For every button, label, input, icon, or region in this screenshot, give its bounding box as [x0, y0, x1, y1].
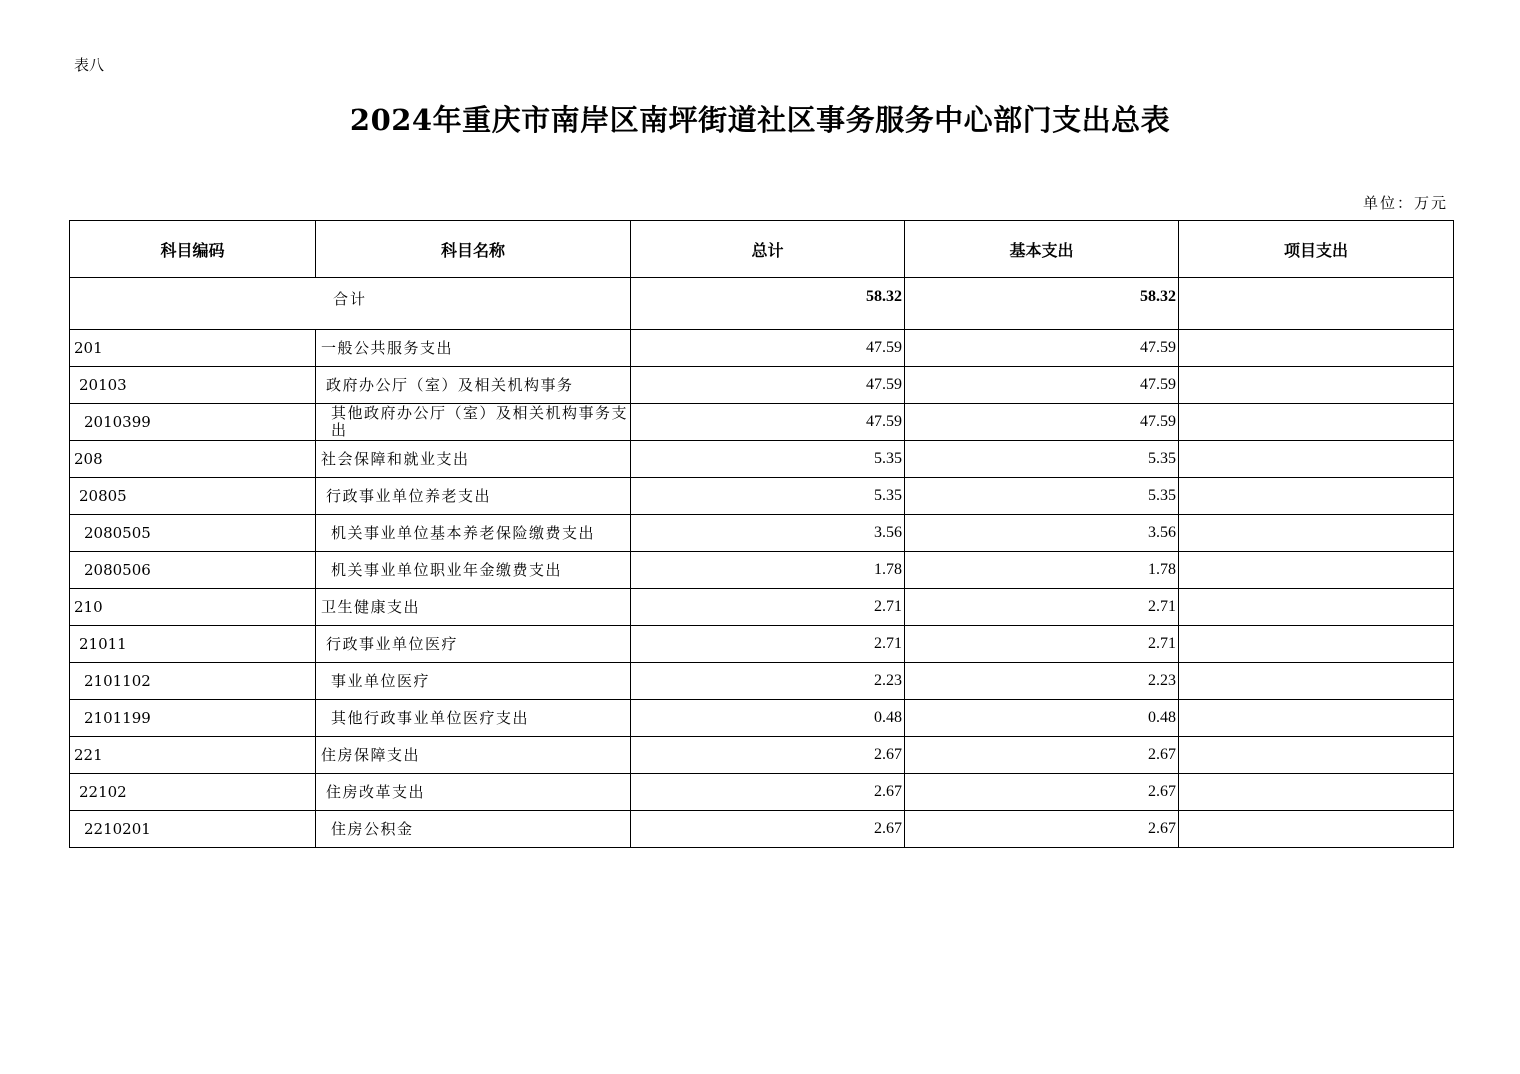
- table-row: [70, 589, 1454, 626]
- row-name: 社会保障和就业支出: [316, 441, 631, 478]
- row-project: [1179, 811, 1454, 848]
- row-basic: 2.71: [905, 626, 1179, 663]
- row-basic: 2.71: [905, 589, 1179, 626]
- row-name: 卫生健康支出: [316, 589, 631, 626]
- row-project: [1179, 367, 1454, 404]
- row-total: 2.67: [631, 774, 905, 811]
- row-name: 一般公共服务支出: [316, 330, 631, 367]
- row-name: 住房改革支出: [316, 774, 631, 811]
- row-basic: 2.23: [905, 663, 1179, 700]
- table-row: [70, 404, 1454, 441]
- row-project: [1179, 663, 1454, 700]
- table-row: [70, 478, 1454, 515]
- row-basic: 5.35: [905, 478, 1179, 515]
- sheet-label: 表八: [74, 56, 105, 74]
- table-row: [70, 552, 1454, 589]
- table-row: [70, 737, 1454, 774]
- row-code: 2080505: [70, 515, 316, 552]
- header-total: 总计: [631, 221, 905, 278]
- table-row: [70, 626, 1454, 663]
- row-total: 47.59: [631, 330, 905, 367]
- table-row: [70, 811, 1454, 848]
- table-row: [70, 663, 1454, 700]
- row-project: [1179, 515, 1454, 552]
- row-code: 221: [70, 737, 316, 774]
- row-name: 行政事业单位养老支出: [316, 478, 631, 515]
- row-basic: 1.78: [905, 552, 1179, 589]
- table-row: [70, 330, 1454, 367]
- row-project: [1179, 774, 1454, 811]
- row-project: [1179, 626, 1454, 663]
- row-basic: 0.48: [905, 700, 1179, 737]
- total-row: [70, 278, 1454, 330]
- row-total: 5.35: [631, 478, 905, 515]
- row-basic: 2.67: [905, 774, 1179, 811]
- row-total: 0.48: [631, 700, 905, 737]
- row-basic: 47.59: [905, 330, 1179, 367]
- row-code: 2210201: [70, 811, 316, 848]
- row-code: 208: [70, 441, 316, 478]
- row-total: 5.35: [631, 441, 905, 478]
- table-row: [70, 441, 1454, 478]
- row-total: 2.71: [631, 626, 905, 663]
- row-total: 47.59: [631, 404, 905, 441]
- row-code: 201: [70, 330, 316, 367]
- row-basic: 2.67: [905, 737, 1179, 774]
- header-name: 科目名称: [316, 221, 631, 278]
- row-name: 住房保障支出: [316, 737, 631, 774]
- row-basic: 47.59: [905, 367, 1179, 404]
- row-name: 事业单位医疗: [316, 663, 631, 700]
- row-name: 机关事业单位基本养老保险缴费支出: [316, 515, 631, 552]
- unit-label: 单位：万元: [1362, 194, 1448, 212]
- row-project: [1179, 478, 1454, 515]
- page-title: 2024年重庆市南岸区南坪街道社区事务服务中心部门支出总表: [349, 103, 1171, 137]
- row-name: 行政事业单位医疗: [316, 626, 631, 663]
- row-total: 2.71: [631, 589, 905, 626]
- row-project: [1179, 700, 1454, 737]
- row-code: 2010399: [70, 404, 316, 441]
- header-project: 项目支出: [1179, 221, 1454, 278]
- table-row: [70, 700, 1454, 737]
- table-row: [70, 367, 1454, 404]
- row-total: 1.78: [631, 552, 905, 589]
- total-total: 58.32: [631, 278, 905, 330]
- row-name: 机关事业单位职业年金缴费支出: [316, 552, 631, 589]
- table-row: [70, 515, 1454, 552]
- row-project: [1179, 441, 1454, 478]
- row-code: 20103: [70, 367, 316, 404]
- total-label: 合计: [70, 278, 631, 330]
- row-basic: 3.56: [905, 515, 1179, 552]
- table-row: [70, 774, 1454, 811]
- row-code: 210: [70, 589, 316, 626]
- row-name: 其他行政事业单位医疗支出: [316, 700, 631, 737]
- row-name: 其他政府办公厅（室）及相关机构事务支出: [316, 404, 631, 441]
- row-project: [1179, 330, 1454, 367]
- header-row: [70, 221, 1454, 278]
- row-name: 住房公积金: [316, 811, 631, 848]
- row-name: 政府办公厅（室）及相关机构事务: [316, 367, 631, 404]
- row-code: 2101199: [70, 700, 316, 737]
- total-project: [1179, 278, 1454, 330]
- row-code: 22102: [70, 774, 316, 811]
- row-project: [1179, 589, 1454, 626]
- row-basic: 2.67: [905, 811, 1179, 848]
- expenditure-table: [69, 220, 1454, 848]
- row-basic: 5.35: [905, 441, 1179, 478]
- header-code: 科目编码: [70, 221, 316, 278]
- row-total: 3.56: [631, 515, 905, 552]
- row-project: [1179, 552, 1454, 589]
- total-basic: 58.32: [905, 278, 1179, 330]
- row-code: 2101102: [70, 663, 316, 700]
- row-project: [1179, 737, 1454, 774]
- row-total: 2.67: [631, 811, 905, 848]
- header-basic: 基本支出: [905, 221, 1179, 278]
- row-project: [1179, 404, 1454, 441]
- row-basic: 47.59: [905, 404, 1179, 441]
- row-code: 21011: [70, 626, 316, 663]
- row-code: 20805: [70, 478, 316, 515]
- row-total: 47.59: [631, 367, 905, 404]
- row-total: 2.67: [631, 737, 905, 774]
- row-total: 2.23: [631, 663, 905, 700]
- row-code: 2080506: [70, 552, 316, 589]
